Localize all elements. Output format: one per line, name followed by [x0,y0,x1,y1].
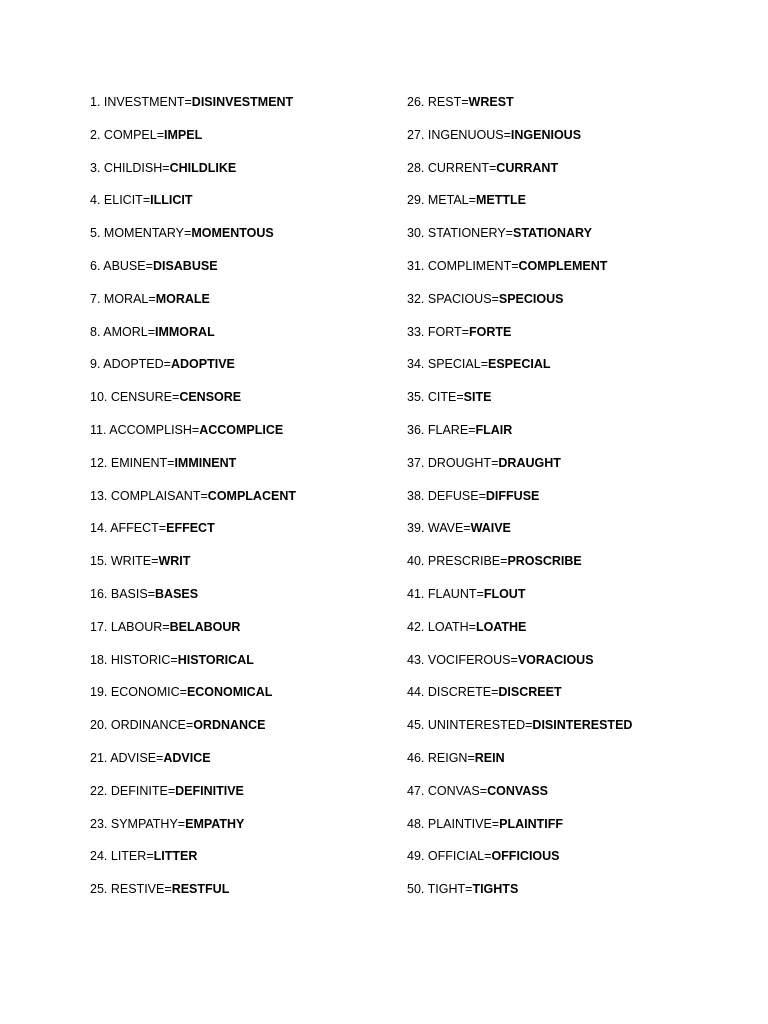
word-pair-item [407,585,727,618]
item-number: 12. [90,455,108,470]
base-word: ADVISE [110,750,157,765]
item-number: 17. [90,619,108,634]
equals-sign: = [179,685,187,700]
base-word: COMPLAISANT [110,488,201,503]
item-number: 9. [90,357,101,372]
paired-word: DISINVESTMENT [191,95,294,109]
base-word: WAVE [427,521,464,536]
item-number: 18. [90,652,108,667]
equals-sign: = [511,258,519,273]
item-number: 11. [90,422,107,437]
word-pair-item [407,388,727,421]
base-word: METAL [427,193,469,208]
word-pair-item [90,159,410,192]
item-number: 2. [90,127,101,142]
paired-word: SPECIOUS [498,291,564,306]
item-number: 7. [90,291,101,306]
item-number: 31. [407,258,425,273]
paired-word: DISCREET [498,685,562,700]
equals-sign: = [510,652,518,667]
base-word: CENSURE [110,390,172,405]
base-word: CITE [427,390,457,405]
word-pair-item [407,782,727,815]
item-number: 48. [407,816,425,831]
item-number: 33. [407,324,425,339]
paired-word: COMPLACENT [207,488,296,503]
base-word: CURRENT [427,160,489,175]
base-word: WRITE [110,554,152,569]
base-word: DROUGHT [427,455,492,470]
equals-sign: = [478,488,486,503]
paired-word: CURRANT [496,160,559,175]
word-pair-item [90,487,410,520]
item-number: 41. [407,586,425,601]
equals-sign: = [468,619,476,634]
paired-word: INGENIOUS [510,127,582,142]
equals-sign: = [167,783,176,798]
word-pair-item [407,257,727,290]
paired-word: VORACIOUS [517,652,594,667]
base-word: COMPLIMENT [427,258,512,273]
base-word: BASIS [110,586,148,601]
equals-sign: = [163,357,171,372]
item-number: 45. [407,718,425,733]
paired-word: WREST [468,95,514,109]
base-word: ELICIT [103,193,143,208]
paired-word: BELABOUR [169,619,241,634]
word-pair-item [90,519,410,552]
base-word: LABOUR [110,619,163,634]
base-word: ACCOMPLISH [109,422,192,437]
equals-sign: = [468,193,476,208]
equals-sign: = [505,226,513,241]
equals-sign: = [491,685,499,700]
paired-word: PLAINTIFF [499,816,563,831]
equals-sign: = [146,849,154,864]
equals-sign: = [185,718,194,733]
base-word: ABUSE [103,258,146,273]
word-pair-item [407,815,727,848]
paired-word: DRAUGHT [498,455,561,470]
word-pair-item [407,421,727,454]
equals-sign: = [147,324,155,339]
item-number: 35. [407,390,425,405]
item-number: 29. [407,193,425,208]
paired-word: CHILDLIKE [169,160,237,175]
item-number: 40. [407,554,425,569]
word-pair-item [407,683,727,716]
equals-sign: = [177,816,186,831]
item-number: 22. [90,783,108,798]
equals-sign: = [200,488,208,503]
word-pair-item [90,191,410,224]
equals-sign: = [147,586,156,601]
item-number: 47. [407,783,425,798]
word-pair-item [90,290,410,323]
paired-word: IMMORAL [155,324,215,339]
paired-word: IMMINENT [174,455,237,470]
paired-word: EMPATHY [185,816,245,831]
item-number: 14. [90,521,108,536]
right-word-list [407,93,727,913]
word-pair-item [407,651,727,684]
paired-word: ADVICE [163,750,211,765]
paired-word: FORTE [468,324,512,339]
item-number: 23. [90,816,108,831]
base-word: TIGHT [427,882,466,897]
equals-sign: = [503,127,511,142]
item-number: 43. [407,652,425,667]
equals-sign: = [463,521,471,536]
word-pair-item [407,487,727,520]
word-pair-item [407,880,727,913]
item-number: 5. [90,226,101,241]
paired-word: ECONOMICAL [186,685,273,700]
item-number: 25. [90,882,108,897]
paired-word: RESTFUL [171,882,230,897]
item-number: 15. [90,554,108,569]
base-word: ADOPTED [103,357,164,372]
equals-sign: = [148,291,156,306]
base-word: LITER [110,849,147,864]
paired-word: ESPECIAL [488,357,551,372]
word-pair-item [407,847,727,880]
item-number: 28. [407,160,425,175]
equals-sign: = [145,258,153,273]
word-pair-item [407,355,727,388]
word-pair-item [90,93,410,126]
equals-sign: = [461,324,469,339]
base-word: MOMENTARY [103,226,185,241]
item-number: 19. [90,685,108,700]
base-word: OFFICIAL [427,849,485,864]
base-word: SPECIAL [427,357,481,372]
equals-sign: = [151,554,159,569]
word-pair-item [407,552,727,585]
word-pair-item [90,880,410,913]
item-number: 46. [407,750,425,765]
paired-word: WAIVE [470,521,511,536]
equals-sign: = [480,357,488,372]
item-number: 42. [407,619,425,634]
base-word: SYMPATHY [110,816,178,831]
paired-word: DISINTERESTED [532,718,633,733]
paired-word: OFFICIOUS [491,849,560,864]
paired-word: MORALE [155,291,210,306]
equals-sign: = [525,718,533,733]
word-pair-item [90,421,410,454]
word-pair-item [90,355,410,388]
item-number: 39. [407,521,425,536]
paired-word: MOMENTOUS [191,226,274,241]
word-pair-item [90,552,410,585]
base-word: HISTORIC [110,652,171,667]
base-word: PRESCRIBE [427,554,501,569]
paired-word: WRIT [158,554,191,569]
word-pair-item [90,651,410,684]
equals-sign: = [184,95,192,109]
paired-word: DEFINITIVE [175,783,244,798]
paired-word: ADOPTIVE [170,357,235,372]
item-number: 6. [90,258,101,273]
equals-sign: = [479,783,488,798]
base-word: COMPEL [103,127,157,142]
item-number: 50. [407,882,425,897]
word-pair-item [90,224,410,257]
item-number: 37. [407,455,425,470]
word-pair-item [90,126,410,159]
base-word: VOCIFEROUS [427,652,511,667]
base-word: DEFUSE [427,488,479,503]
base-word: ECONOMIC [110,685,180,700]
word-pair-item [407,618,727,651]
equals-sign: = [156,127,165,142]
paired-word: TIGHTS [472,882,519,897]
base-word: RESTIVE [110,882,165,897]
left-word-list [90,93,410,913]
word-pair-item [90,815,410,848]
item-number: 27. [407,127,425,142]
word-pair-item [407,454,727,487]
equals-sign: = [158,521,167,536]
item-number: 32. [407,291,425,306]
equals-sign: = [488,160,497,175]
word-pair-item [90,585,410,618]
paired-word: BASES [155,586,199,601]
word-pair-item [407,224,727,257]
paired-word: METTLE [475,193,526,208]
equals-sign: = [167,455,175,470]
paired-word: REIN [474,750,505,765]
word-pair-item [90,683,410,716]
item-number: 10. [90,390,108,405]
word-pair-item [407,749,727,782]
word-pair-item [90,257,410,290]
equals-sign: = [191,422,200,437]
equals-sign: = [491,455,499,470]
item-number: 21. [90,750,108,765]
word-pair-item [407,93,727,126]
base-word: DISCRETE [427,685,492,700]
equals-sign: = [162,619,170,634]
word-pair-item [90,323,410,356]
base-word: FLAUNT [427,586,477,601]
item-number: 49. [407,849,425,864]
equals-sign: = [491,291,499,306]
base-word: AMORL [103,324,148,339]
word-pair-item [407,126,727,159]
word-pair-item [90,782,410,815]
paired-word: COMPLEMENT [518,258,608,273]
base-word: EMINENT [110,455,168,470]
paired-word: FLAIR [475,422,513,437]
base-word: STATIONERY [427,226,506,241]
equals-sign: = [484,849,492,864]
word-pair-item [90,847,410,880]
paired-word: IMPEL [164,127,203,142]
base-word: UNINTERESTED [427,718,526,733]
word-pair-item [407,716,727,749]
paired-word: ACCOMPLICE [199,422,284,437]
item-number: 16. [90,586,108,601]
base-word: REST [427,95,462,109]
item-number: 30. [407,226,425,241]
item-number: 3. [90,160,101,175]
equals-sign: = [461,95,469,109]
word-pair-item [407,290,727,323]
item-number: 38. [407,488,425,503]
equals-sign: = [142,193,151,208]
paired-word: CENSORE [179,390,242,405]
equals-sign: = [162,160,170,175]
item-number: 1. [90,95,101,109]
item-number: 8. [90,324,101,339]
equals-sign: = [164,882,172,897]
item-number: 26. [407,95,425,109]
equals-sign: = [156,750,164,765]
word-pair-item [90,618,410,651]
paired-word: EFFECT [166,521,215,536]
equals-sign: = [476,586,484,601]
word-pair-item [407,519,727,552]
word-pair-item [90,454,410,487]
base-word: LOATH [427,619,469,634]
item-number: 4. [90,193,101,208]
base-word: FORT [427,324,462,339]
paired-word: PROSCRIBE [507,554,582,569]
word-pair-item [90,388,410,421]
equals-sign: = [468,422,476,437]
base-word: INGENUOUS [427,127,504,142]
word-pair-item [407,323,727,356]
paired-word: LOATHE [475,619,527,634]
word-pair-item [407,159,727,192]
equals-sign: = [500,554,508,569]
base-word: ORDINANCE [110,718,186,733]
equals-sign: = [467,750,475,765]
paired-word: SITE [463,390,492,405]
word-pair-item [90,749,410,782]
equals-sign: = [456,390,464,405]
paired-word: DISABUSE [152,258,218,273]
item-number: 34. [407,357,425,372]
base-word: SPACIOUS [427,291,492,306]
base-word: PLAINTIVE [427,816,492,831]
paired-word: LITTER [153,849,198,864]
item-number: 13. [90,488,108,503]
paired-word: FLOUT [483,586,526,601]
paired-word: CONVASS [487,783,548,798]
equals-sign: = [184,226,192,241]
equals-sign: = [465,882,473,897]
base-word: INVESTMENT [103,95,185,109]
base-word: CHILDISH [103,160,163,175]
item-number: 44. [407,685,425,700]
base-word: FLARE [427,422,469,437]
paired-word: STATIONARY [512,226,592,241]
base-word: REIGN [427,750,468,765]
equals-sign: = [172,390,180,405]
paired-word: ORDNANCE [193,718,266,733]
item-number: 36. [407,422,425,437]
paired-word: HISTORICAL [177,652,254,667]
equals-sign: = [170,652,178,667]
paired-word: DIFFUSE [485,488,540,503]
word-pair-item [90,716,410,749]
equals-sign: = [491,816,500,831]
item-number: 20. [90,718,108,733]
item-number: 24. [90,849,108,864]
base-word: MORAL [103,291,149,306]
paired-word: ILLICIT [150,193,193,208]
base-word: CONVAS [427,783,480,798]
base-word: AFFECT [110,521,159,536]
word-pair-item [407,191,727,224]
base-word: DEFINITE [110,783,168,798]
